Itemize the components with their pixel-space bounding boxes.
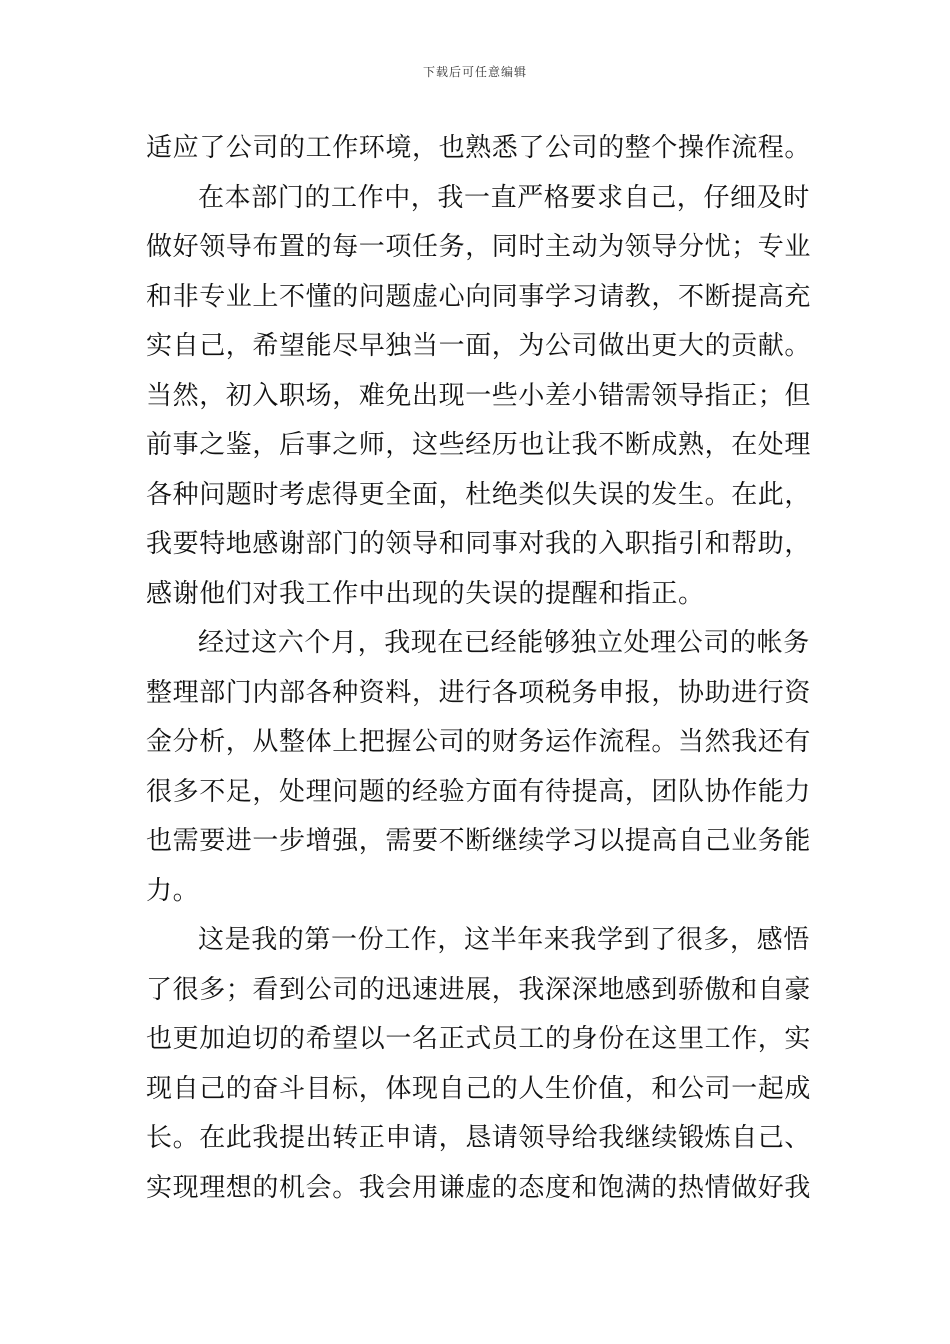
text-line: 整理部门内部各种资料，进行各项税务申报，协助进行资 bbox=[146, 677, 812, 708]
text-line: 经过这六个月，我现在已经能够独立处理公司的帐务 bbox=[198, 628, 810, 658]
text-line: 现自己的奋斗目标，体现自己的人生价值，和公司一起成 bbox=[146, 1073, 812, 1104]
text-line: 长。在此我提出转正申请，恳请领导给我继续锻炼自己、 bbox=[146, 1123, 812, 1153]
text-line: 各种问题时考虑得更全面，杜绝类似失误的发生。在此， bbox=[146, 479, 812, 510]
text-line: 适应了公司的工作环境，也熟悉了公司的整个操作流程。 bbox=[146, 133, 812, 163]
text-line: 也更加迫切的希望以一名正式员工的身份在这里工作，实 bbox=[146, 1024, 812, 1054]
text-line: 了很多；看到公司的迅速进展，我深深地感到骄傲和自豪 bbox=[146, 974, 812, 1005]
document-body bbox=[146, 124, 812, 1213]
text-line: 做好领导布置的每一项任务，同时主动为领导分忧；专业 bbox=[146, 232, 812, 262]
text-line: 也需要进一步增强，需要不断继续学习以提高自己业务能 bbox=[146, 826, 812, 856]
text-line: 这是我的第一份工作，这半年来我学到了很多，感悟 bbox=[198, 925, 810, 955]
text-line: 力。 bbox=[146, 875, 200, 906]
text-line: 当然，初入职场，难免出现一些小差小错需领导指正；但 bbox=[146, 380, 812, 411]
text-line: 实现理想的机会。我会用谦虚的态度和饱满的热情做好我 bbox=[146, 1172, 812, 1203]
text-line: 感谢他们对我工作中出现的失误的提醒和指正。 bbox=[146, 578, 705, 609]
text-line: 实自己，希望能尽早独当一面，为公司做出更大的贡献。 bbox=[146, 331, 812, 361]
text-line: 我要特地感谢部门的领导和同事对我的入职指引和帮助， bbox=[146, 529, 812, 559]
text-line: 在本部门的工作中，我一直严格要求自己，仔细及时 bbox=[198, 182, 810, 213]
text-line: 很多不足，处理问题的经验方面有待提高，团队协作能力 bbox=[146, 776, 812, 807]
text-line: 前事之鉴，后事之师，这些经历也让我不断成熟，在处理 bbox=[146, 430, 812, 460]
text-line: 和非专业上不懂的问题虚心向同事学习请教，不断提高充 bbox=[146, 281, 812, 312]
page-header: 下载后可任意编辑 bbox=[422, 65, 527, 79]
text-line: 金分析，从整体上把握公司的财务运作流程。当然我还有 bbox=[146, 727, 812, 757]
